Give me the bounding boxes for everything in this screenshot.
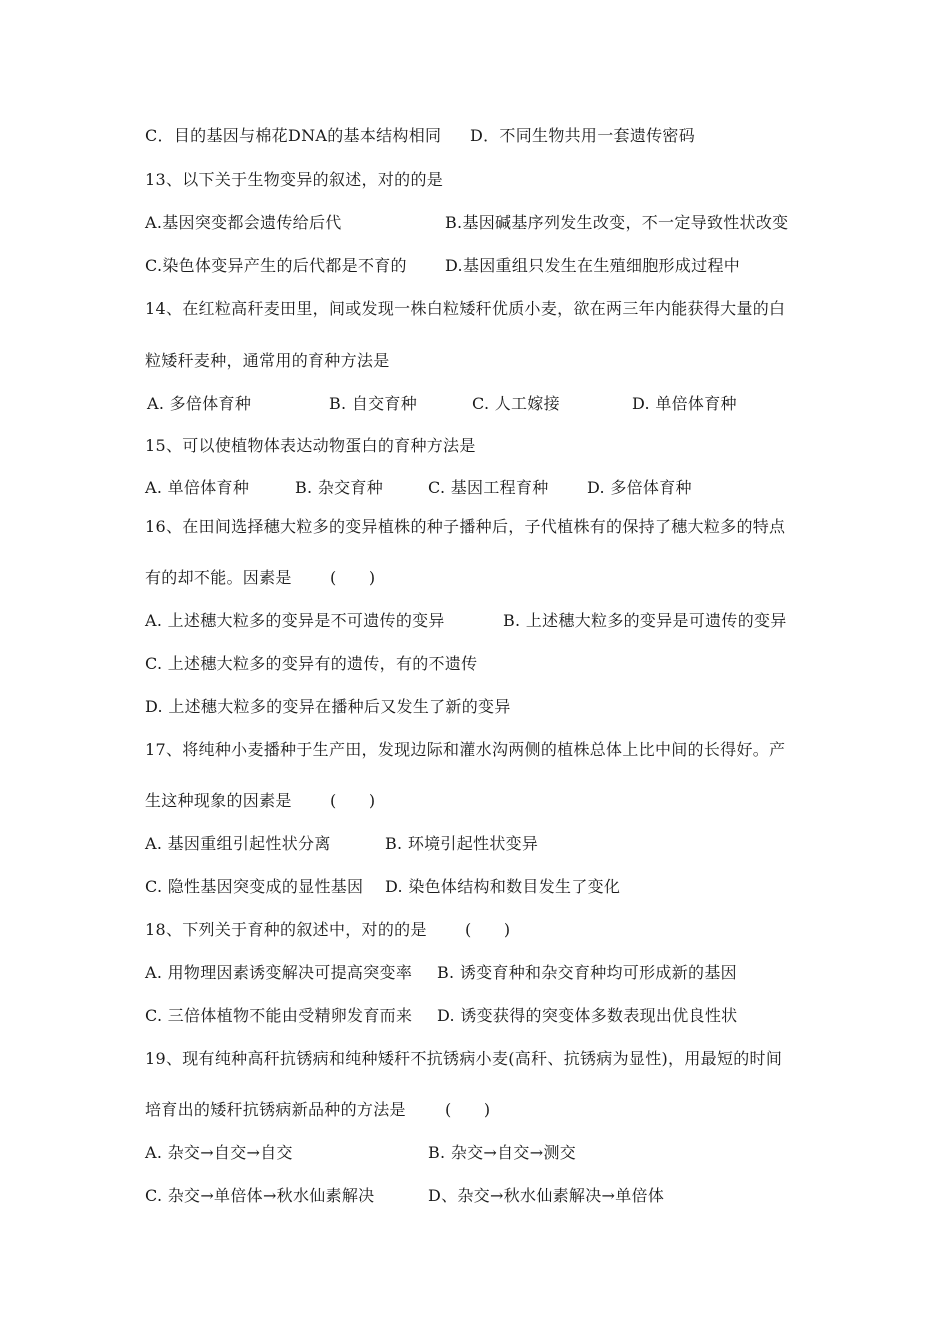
option-line — [145, 477, 692, 499]
question-text: 13、以下关于生物变异的叙述，对的的是 — [145, 170, 444, 189]
question-13-stem — [145, 169, 444, 191]
option-c: C. 人工嫁接 — [472, 394, 560, 413]
option-b: B. 诱变育种和杂交育种均可形成新的基因 — [437, 963, 737, 982]
option-b: B.基因碱基序列发生改变，不一定导致性状改变 — [445, 213, 789, 232]
option-c: C．目的基因与棉花DNA的基本结构相同 — [145, 126, 442, 145]
option-a: A. 上述穗大粒多的变异是不可遗传的变异 — [145, 611, 445, 630]
option-d: D. 上述穗大粒多的变异在播种后又发生了新的变异 — [145, 697, 511, 716]
option-d: D．不同生物共用一套遗传密码 — [470, 126, 696, 145]
option-line — [145, 610, 787, 632]
question-18-stem — [145, 919, 511, 941]
question-text: 15、可以使植物体表达动物蛋白的育种方法是 — [145, 436, 476, 455]
question-text: 有的却不能。因素是 — [145, 568, 292, 587]
option-line — [145, 876, 621, 898]
option-b: B. 杂交→自交→测交 — [428, 1143, 577, 1162]
question-text: 14、在红粒高秆麦田里，间或发现一株白粒矮秆优质小麦，欲在两三年内能获得大量的白 — [145, 299, 786, 318]
option-a: A. 用物理因素诱变解决可提高突变率 — [145, 963, 413, 982]
option-line — [145, 696, 511, 718]
option-line — [145, 1185, 665, 1207]
option-d: D. 多倍体育种 — [587, 478, 692, 497]
answer-blank: ( ) — [445, 1100, 491, 1119]
option-line — [145, 962, 737, 984]
question-15-stem — [145, 435, 476, 457]
option-line — [145, 212, 789, 234]
question-text: 17、将纯种小麦播种于生产田，发现边际和灌水沟两侧的植株总体上比中间的长得好。产 — [145, 740, 786, 759]
question-text: 18、下列关于育种的叙述中，对的的是 — [145, 920, 427, 939]
option-c: C. 隐性基因突变成的显性基因 — [145, 877, 364, 896]
option-line — [145, 1005, 738, 1027]
answer-blank: ( ) — [465, 920, 511, 939]
question-text: 19、现有纯种高秆抗锈病和纯种矮秆不抗锈病小麦(高秆、抗锈病为显性)，用最短的时间 — [145, 1049, 783, 1068]
option-d: D. 单倍体育种 — [632, 394, 737, 413]
option-a: A. 单倍体育种 — [145, 478, 250, 497]
question-19-stem — [145, 1048, 783, 1070]
option-line — [145, 125, 696, 147]
option-c: C. 杂交→单倍体→秋水仙素解决 — [145, 1186, 375, 1205]
option-d: D. 染色体结构和数目发生了变化 — [385, 877, 621, 896]
option-c: C. 上述穗大粒多的变异有的遗传，有的不遗传 — [145, 654, 478, 673]
question-text: 生这种现象的因素是 — [145, 791, 292, 810]
option-b: B. 环境引起性状变异 — [385, 834, 539, 853]
option-d: D. 诱变获得的突变体多数表现出优良性状 — [437, 1006, 738, 1025]
question-text: 粒矮秆麦种，通常用的育种方法是 — [145, 351, 390, 370]
option-line — [145, 833, 539, 855]
option-line — [145, 653, 478, 675]
option-b: B. 杂交育种 — [295, 478, 384, 497]
option-b: B. 自交育种 — [329, 394, 418, 413]
option-c: C.染色体变异产生的后代都是不育的 — [145, 256, 407, 275]
option-line — [145, 1142, 577, 1164]
question-text: 16、在田间选择穗大粒多的变异植株的种子播种后，子代植株有的保持了穗大粒多的特点 — [145, 517, 786, 536]
option-c: C. 基因工程育种 — [428, 478, 549, 497]
answer-blank: ( ) — [330, 568, 376, 587]
option-d: D.基因重组只发生在生殖细胞形成过程中 — [445, 256, 741, 275]
option-d: D、杂交→秋水仙素解决→单倍体 — [428, 1186, 665, 1205]
question-17-stem-cont — [145, 790, 376, 812]
question-16-stem-cont — [145, 567, 376, 589]
option-line — [145, 393, 737, 415]
option-a: A. 多倍体育种 — [147, 394, 252, 413]
option-a: A. 基因重组引起性状分离 — [145, 834, 331, 853]
option-line — [145, 255, 741, 277]
question-17-stem — [145, 739, 786, 761]
question-14-stem — [145, 298, 786, 320]
option-c: C. 三倍体植物不能由受精卵发育而来 — [145, 1006, 413, 1025]
answer-blank: ( ) — [330, 791, 376, 810]
option-b: B. 上述穗大粒多的变异是可遗传的变异 — [503, 611, 787, 630]
question-16-stem — [145, 516, 786, 538]
question-19-stem-cont — [145, 1099, 491, 1121]
question-text: 培育出的矮秆抗锈病新品种的方法是 — [145, 1100, 406, 1119]
option-a: A. 杂交→自交→自交 — [145, 1143, 293, 1162]
option-a: A.基因突变都会遗传给后代 — [145, 213, 342, 232]
question-14-stem-cont — [145, 350, 390, 372]
